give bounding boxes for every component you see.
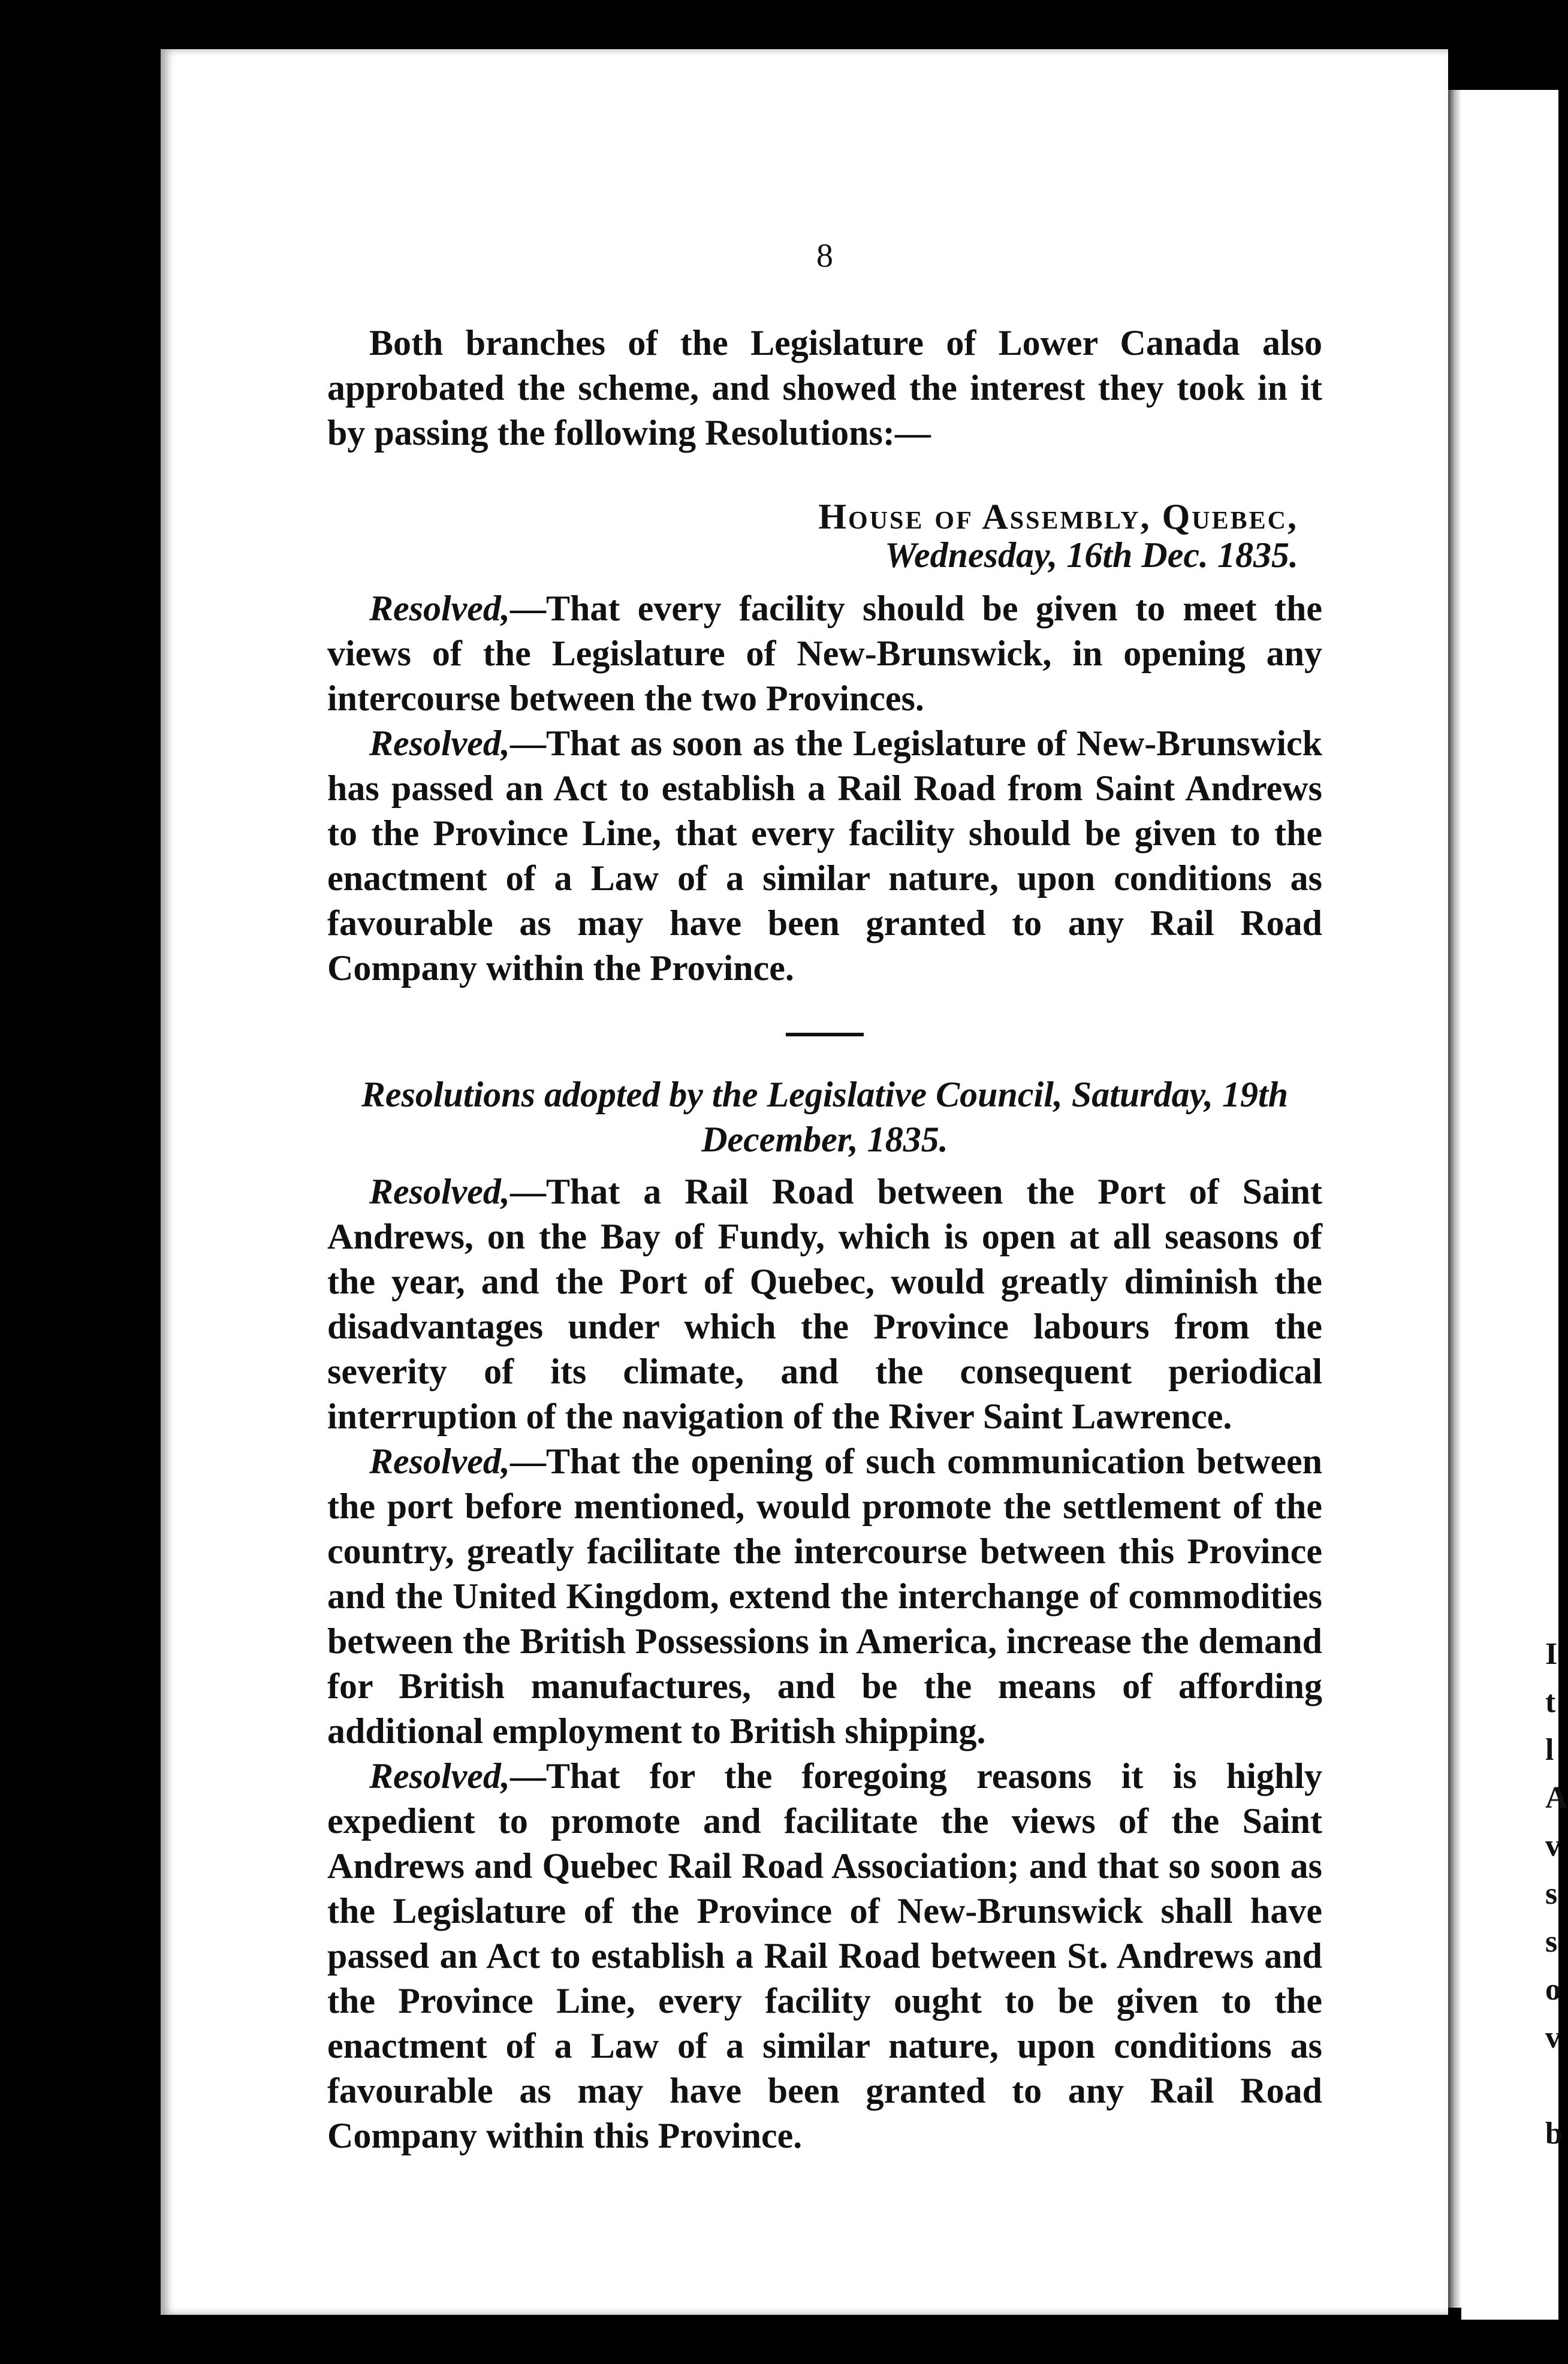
council-resolution <box>327 1169 1322 1439</box>
next-page-edge <box>1461 90 1568 2320</box>
assembly-place: House of Assembly, Quebec, <box>818 497 1298 536</box>
resolution-text: —That for the foregoing reasons it is highly expedient to promote and facilitate the views of the Saint Andrews and Quebec Rail Road Association; and that so soon as the Legislature of the Province of New-Brunswick shall have passed an Act to establish a Rail Road between St. Andrews and the Province Line, every facility ought to be given to the enactment of a Law of a similar nature, upon conditions as favourable as may have been granted to any Rail Road Company within this Province. <box>327 1756 1322 2155</box>
next-page-fragment: b <box>1545 2116 1563 2151</box>
assembly-date-day: Wednesday, <box>885 535 1058 575</box>
section-divider <box>786 1033 864 1036</box>
resolution-text: —That the opening of such communication between the port before mentioned, would promote the settlement of the country, greatly facilitate the intercourse between this Province and the United Kingdom, extend the interchange of commodities between the British Possessions in America, increase the demand for British manufactures, and be the means of affording additional employment to British shipping. <box>327 1442 1322 1751</box>
page-number: 8 <box>816 237 833 275</box>
next-page-fragment: t <box>1545 1685 1556 1719</box>
next-page-fragment: v <box>1545 1829 1561 1863</box>
resolution-label: Resolved, <box>369 723 510 763</box>
assembly-date <box>327 536 1298 574</box>
resolution-text: —That a Rail Road between the Port of Saint Andrews, on the Bay of Fundy, which is open at all seasons of the year, and the Port of Quebec, would greatly diminish the disadvantages under which the Province labours from the severity of its climate, and the consequent periodical interruption of the navigation of the River Saint Lawrence. <box>327 1172 1322 1436</box>
resolution-text: —That every facility should be given to meet the views of the Legislature of New-Brunswick, in opening any intercourse between the two Provinces. <box>327 589 1322 718</box>
resolution-label: Resolved, <box>369 1172 510 1211</box>
resolution-label: Resolved, <box>369 589 510 628</box>
page-gutter <box>1448 90 1461 2308</box>
assembly-resolution <box>327 586 1322 721</box>
next-page-fragment: o <box>1545 1973 1561 2007</box>
next-page-fragment: A <box>1545 1781 1568 1815</box>
intro-paragraph: Both branches of the Legislature of Lower Canada also approbated the scheme, and showed the interest they took in it by passing the following Resolutions:— <box>327 323 1322 453</box>
next-page-fragment: s <box>1545 1925 1558 1959</box>
resolution-text: —That as soon as the Legislature of New-Brunswick has passed an Act to establish a Rail Road from Saint Andrews to the Province Line, that every facility should be given to the enactment of a Law of a similar nature, upon conditions as favourable as may have been granted to any Rail Road Company within the Province. <box>327 723 1322 988</box>
next-page-fragment: s <box>1545 1877 1558 1911</box>
assembly-date-rest: 16th Dec. 1835. <box>1066 535 1298 575</box>
council-heading: Resolutions adopted by the Legislative Council, Saturday, 19th December, 1835. <box>361 1075 1289 1159</box>
next-page-fragment: v <box>1545 2021 1561 2055</box>
resolution-label: Resolved, <box>369 1756 510 1796</box>
assembly-resolution <box>327 721 1322 991</box>
next-page-fragment: l <box>1545 1733 1554 1767</box>
resolution-label: Resolved, <box>369 1442 510 1481</box>
page-content <box>327 234 1322 2158</box>
council-resolution <box>327 1754 1322 2158</box>
assembly-dateline <box>327 497 1298 574</box>
council-resolution <box>327 1439 1322 1754</box>
next-page-fragment: I <box>1545 1637 1558 1671</box>
